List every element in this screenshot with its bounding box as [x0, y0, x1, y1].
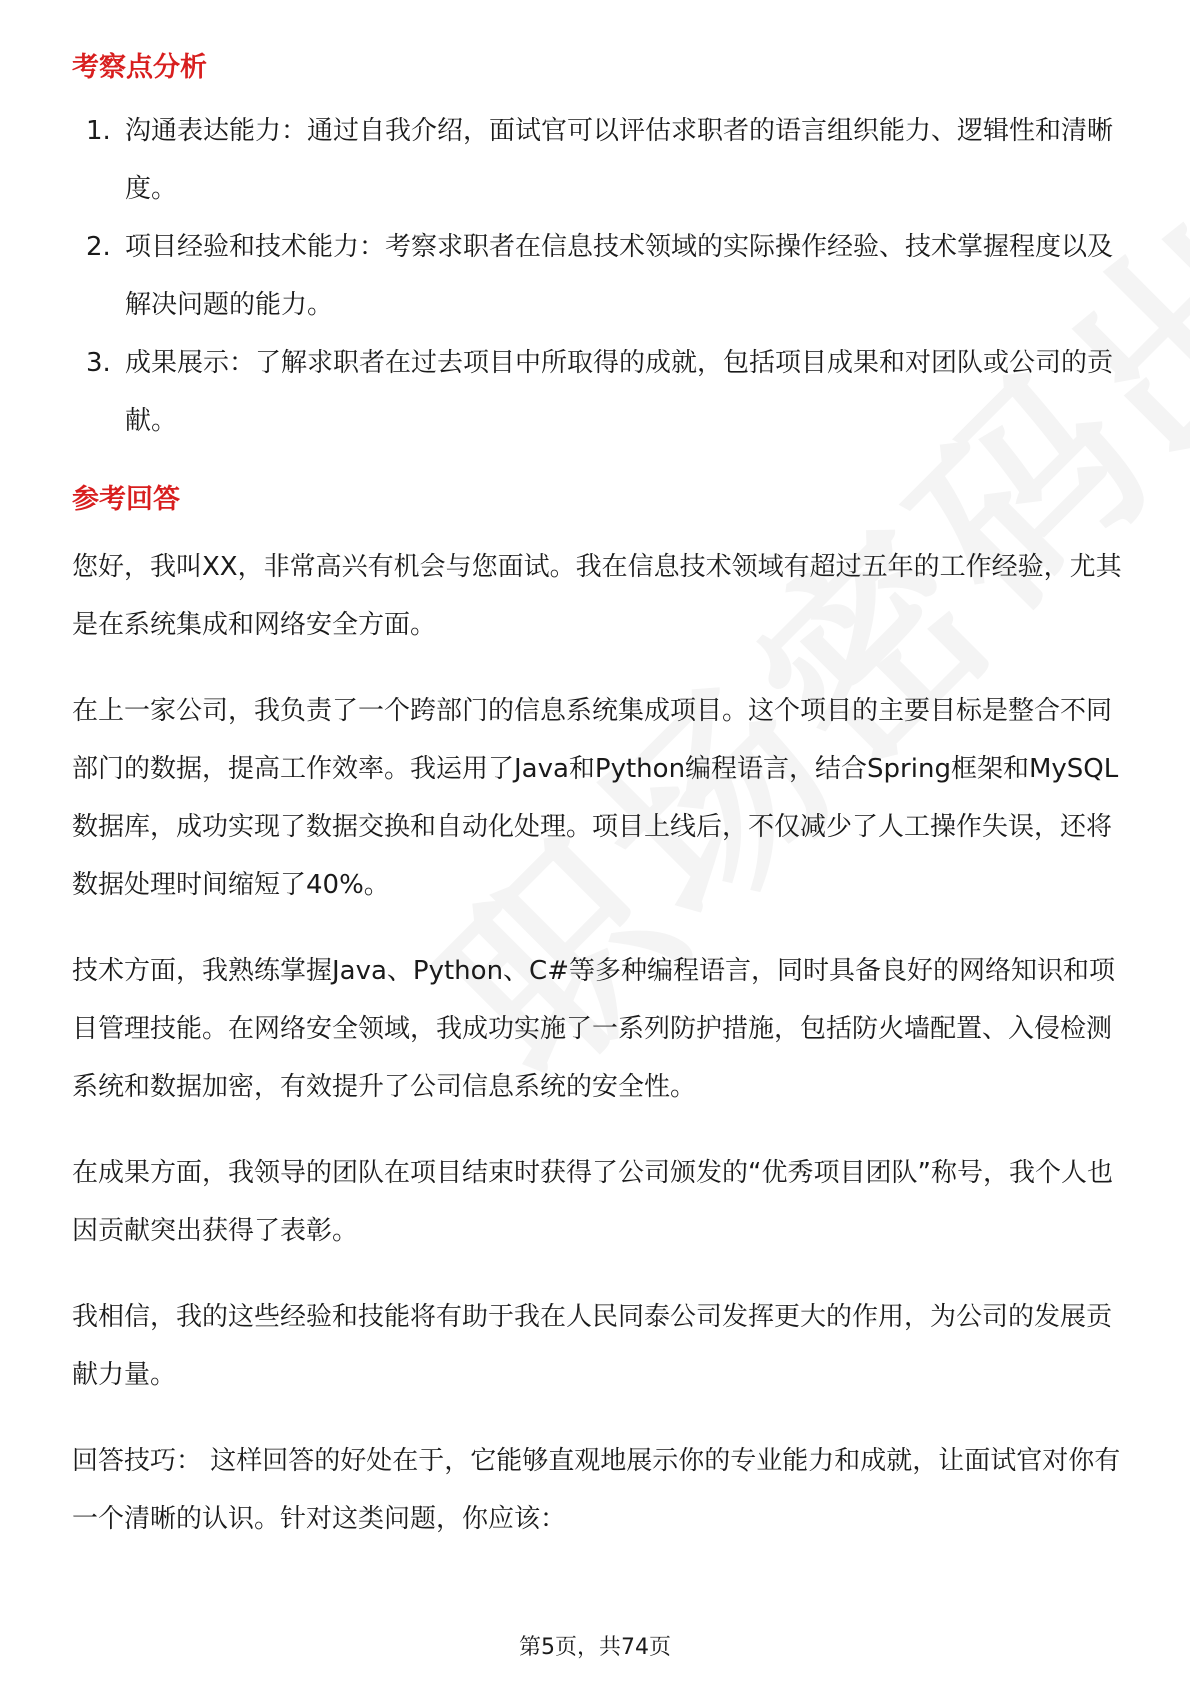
reference-heading: 参考回答 — [72, 484, 180, 515]
list-item — [72, 334, 1132, 450]
list-item-text: 成果展示：了解求职者在过去项目中所取得的成就，包括项目成果和对团队或公司的贡献。 — [125, 348, 1114, 436]
analysis-heading: 考察点分析 — [72, 52, 207, 83]
list-item-number: 2. — [86, 232, 111, 262]
list-item-number: 3. — [86, 348, 111, 378]
reference-paragraph: 我相信，我的这些经验和技能将有助于我在人民同泰公司发挥更大的作用，为公司的发展贡献力量。 — [72, 1302, 1113, 1390]
reference-paragraph: 技术方面，我熟练掌握Java、Python、C#等多种编程语言，同时具备良好的网络知识和项目管理技能。在网络安全领域，我成功实施了一系列防护措施，包括防火墙配置、入侵检测系统和数据加密，有效提升了公司信息系统的安全性。 — [72, 956, 1115, 1102]
reference-paragraph: 您好，我叫XX，非常高兴有机会与您面试。我在信息技术领域有超过五年的工作经验，尤其是在系统集成和网络安全方面。 — [72, 552, 1122, 640]
list-item — [72, 218, 1132, 334]
list-item-number: 1. — [86, 116, 111, 146]
list-item-text: 项目经验和技术能力：考察求职者在信息技术领域的实际操作经验、技术掌握程度以及解决问题的能力。 — [125, 232, 1114, 320]
document-page — [72, 48, 1132, 1576]
list-item — [72, 102, 1132, 218]
reference-paragraph: 在上一家公司，我负责了一个跨部门的信息系统集成项目。这个项目的主要目标是整合不同部门的数据，提高工作效率。我运用了Java和Python编程语言，结合Spring框架和MySQL数据库，成功实现了数据交换和自动化处理。项目上线后，不仅减少了人工操作失误，还将数据处理时间缩短了40%。 — [72, 696, 1119, 900]
analysis-list — [72, 102, 1132, 450]
reference-paragraph: 在成果方面，我领导的团队在项目结束时获得了公司颁发的“优秀项目团队”称号，我个人也因贡献突出获得了表彰。 — [72, 1158, 1113, 1246]
page-number: 第5页，共74页 — [519, 1635, 671, 1660]
answer-tips-paragraph: 回答技巧： 这样回答的好处在于，它能够直观地展示你的专业能力和成就，让面试官对你有一个清晰的认识。针对这类问题，你应该： — [72, 1446, 1121, 1534]
list-item-text: 沟通表达能力：通过自我介绍，面试官可以评估求职者的语言组织能力、逻辑性和清晰度。 — [125, 116, 1114, 204]
